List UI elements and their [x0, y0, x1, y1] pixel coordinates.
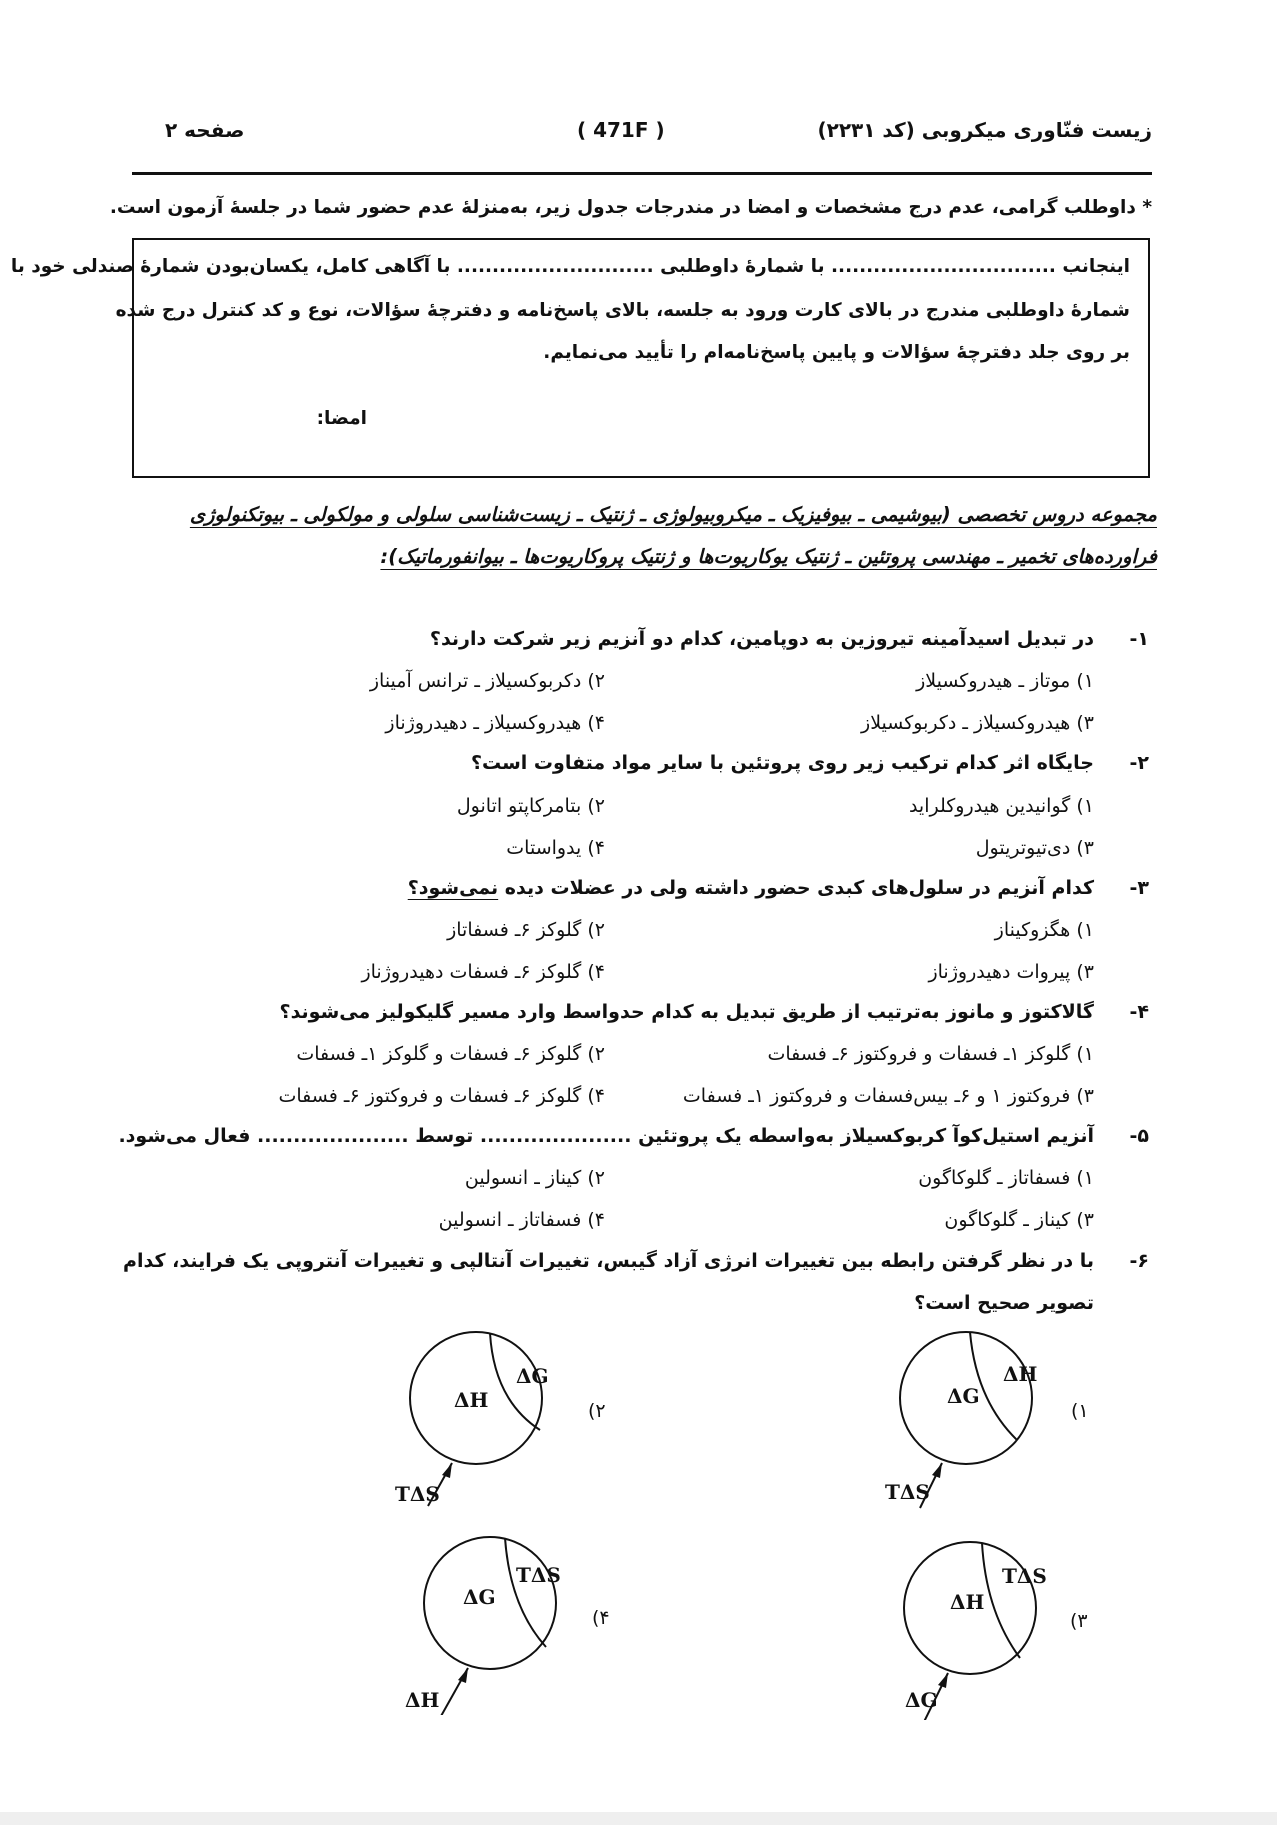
circle-diagram: [410, 1535, 650, 1715]
arrow-term-label: TΔS: [885, 1480, 930, 1504]
main-term-label: ΔG: [947, 1384, 980, 1408]
answer-option[interactable]: ۱) هگزوکیناز: [994, 919, 1094, 941]
question-text-line-2: تصویر صحیح است؟: [914, 1292, 1094, 1314]
answer-option[interactable]: ۳) کیناز ـ گلوکاگون: [944, 1209, 1094, 1231]
segment-term-label: TΔS: [516, 1563, 561, 1587]
main-term-label: ΔG: [463, 1585, 496, 1609]
segment-term-label: ΔH: [1003, 1362, 1038, 1386]
main-term-label: ΔH: [950, 1590, 985, 1614]
answer-option[interactable]: ۴) گلوکز ۶ـ فسفات دهیدروژناز: [361, 961, 605, 983]
question-text: گالاکتوز و مانوز به‌ترتیب از طریق تبدیل به کدام حدواسط وارد مسیر گلیکولیز می‌شوند؟: [279, 1001, 1094, 1023]
answer-option[interactable]: ۲) کیناز ـ انسولین: [464, 1167, 605, 1189]
segment-term-label: ΔG: [516, 1364, 549, 1388]
question-number: ۳-: [1129, 877, 1149, 899]
page-bottom-strip: [0, 1812, 1277, 1825]
option-label: ۱): [1071, 1400, 1089, 1422]
answer-option[interactable]: ۳) دی‌تیوتریتول: [975, 837, 1094, 859]
header-rule: [132, 172, 1152, 175]
question-text: در تبدیل اسیدآمینه تیروزین به دوپامین، کدام دو آنزیم زیر شرکت دارند؟: [429, 628, 1094, 650]
declaration-line-3: بر روی جلد دفترچۀ سؤالات و پایین پاسخ‌نامه‌ام را تأیید می‌نمایم.: [543, 342, 1130, 363]
page-number: صفحه ۲: [165, 118, 245, 142]
answer-option[interactable]: ۴) هیدروکسیلاز ـ دهیدروژناز: [385, 712, 605, 734]
main-term-label: ΔH: [454, 1388, 489, 1412]
declaration-line-2: شمارۀ داوطلبی مندرج در بالای کارت ورود به جلسه، بالای پاسخ‌نامه و دفترچۀ سؤالات، نوع و کد کنترل درج شده: [115, 300, 1130, 321]
answer-option[interactable]: ۱) فسفاتاز ـ گلوکاگون: [918, 1167, 1094, 1189]
question-text: آنزیم استیل‌کوآ کربوکسیلاز به‌واسطه یک پروتئین ..................... توسط ..................... فعال می‌شود.: [118, 1125, 1094, 1147]
arrow-term-label: ΔH: [405, 1688, 440, 1712]
question-number: ۲-: [1129, 752, 1149, 774]
exam-title: زیست فنّاوری میکروبی (کد ۲۲۳۱): [817, 118, 1152, 142]
answer-option[interactable]: ۱) گوانیدین هیدروکلراید: [908, 795, 1094, 817]
arrow-term-label: TΔS: [395, 1482, 440, 1506]
collection-title-line-2: فراورده‌های تخمیر ـ مهندسی پروتئین ـ ژنتیک یوکاریوت‌ها و ژنتیک پروکاریوت‌ها ـ بیوانفورماتیک):: [380, 545, 1157, 568]
candidate-notice: * داوطلب گرامی، عدم درج مشخصات و امضا در مندرجات جدول زیر، به‌منزلۀ عدم حضور شما در جلسۀ آزمون است.: [109, 197, 1152, 218]
exam-code: ( 471F ): [577, 118, 665, 142]
answer-option[interactable]: ۲) بتامرکاپتو اتانول: [456, 795, 605, 817]
signature-label: امضا:: [316, 408, 367, 429]
option-label: ۳): [1070, 1610, 1088, 1632]
answer-option[interactable]: ۱) گلوکز ۱ـ فسفات و فروکتوز ۶ـ فسفات: [767, 1043, 1094, 1065]
question-text: جایگاه اثر کدام ترکیب زیر روی پروتئین با سایر مواد متفاوت است؟: [470, 752, 1094, 774]
option-label: ۲): [588, 1400, 606, 1422]
answer-option[interactable]: ۳) هیدروکسیلاز ـ دکربوکسیلاز: [861, 712, 1094, 734]
segment-term-label: TΔS: [1002, 1564, 1047, 1588]
declaration-line-1: اینجانب ................................ با شمارۀ داوطلبی ............................ با آگاهی کامل، یکسان‌بودن شمارۀ صندلی خود با: [10, 256, 1130, 277]
question-number: ۶-: [1129, 1250, 1149, 1272]
answer-option[interactable]: ۲) گلوکز ۶ـ فسفات و گلوکز ۱ـ فسفات: [296, 1043, 605, 1065]
answer-option[interactable]: ۴) گلوکز ۶ـ فسفات و فروکتوز ۶ـ فسفات: [278, 1085, 605, 1107]
question-number: ۱-: [1129, 628, 1149, 650]
answer-option[interactable]: ۴) یدواستات: [506, 837, 605, 859]
answer-option[interactable]: ۴) فسفاتاز ـ انسولین: [438, 1209, 605, 1231]
question-number: ۴-: [1129, 1001, 1149, 1023]
answer-option[interactable]: ۳) پیروات دهیدروژناز: [928, 961, 1094, 983]
collection-title-line-1: مجموعه دروس تخصصی (بیوشیمی ـ بیوفیزیک ـ میکروبیولوژی ـ ژنتیک ـ زیست‌شناسی سلولی و مولکولی ـ بیوتکنولوژی: [189, 503, 1157, 526]
question-number: ۵-: [1129, 1125, 1149, 1147]
option-label: ۴): [592, 1607, 610, 1629]
answer-option[interactable]: ۳) فروکتوز ۱ و ۶ـ بیس‌فسفات و فروکتوز ۱ـ فسفات: [682, 1085, 1094, 1107]
answer-option[interactable]: ۲) دکربوکسیلاز ـ ترانس آمیناز: [369, 670, 605, 692]
question-text-main: کدام آنزیم در سلول‌های کبدی حضور داشته ولی در عضلات دیده: [498, 877, 1094, 899]
question-text-negation: نمی‌شود؟: [407, 877, 499, 899]
answer-option[interactable]: ۱) موتاز ـ هیدروکسیلاز: [916, 670, 1094, 692]
question-text-line-1: با در نظر گرفتن رابطه بین تغییرات انرژی آزاد گیبس، تغییرات آنتالپی و تغییرات آنتروپی یک فرایند، کدام: [123, 1250, 1094, 1272]
arrow-term-label: ΔG: [905, 1688, 938, 1712]
question-text: [408, 877, 1094, 899]
answer-option[interactable]: ۲) گلوکز ۶ـ فسفاتاز: [447, 919, 605, 941]
figure-option-4[interactable]: [410, 1535, 650, 1715]
